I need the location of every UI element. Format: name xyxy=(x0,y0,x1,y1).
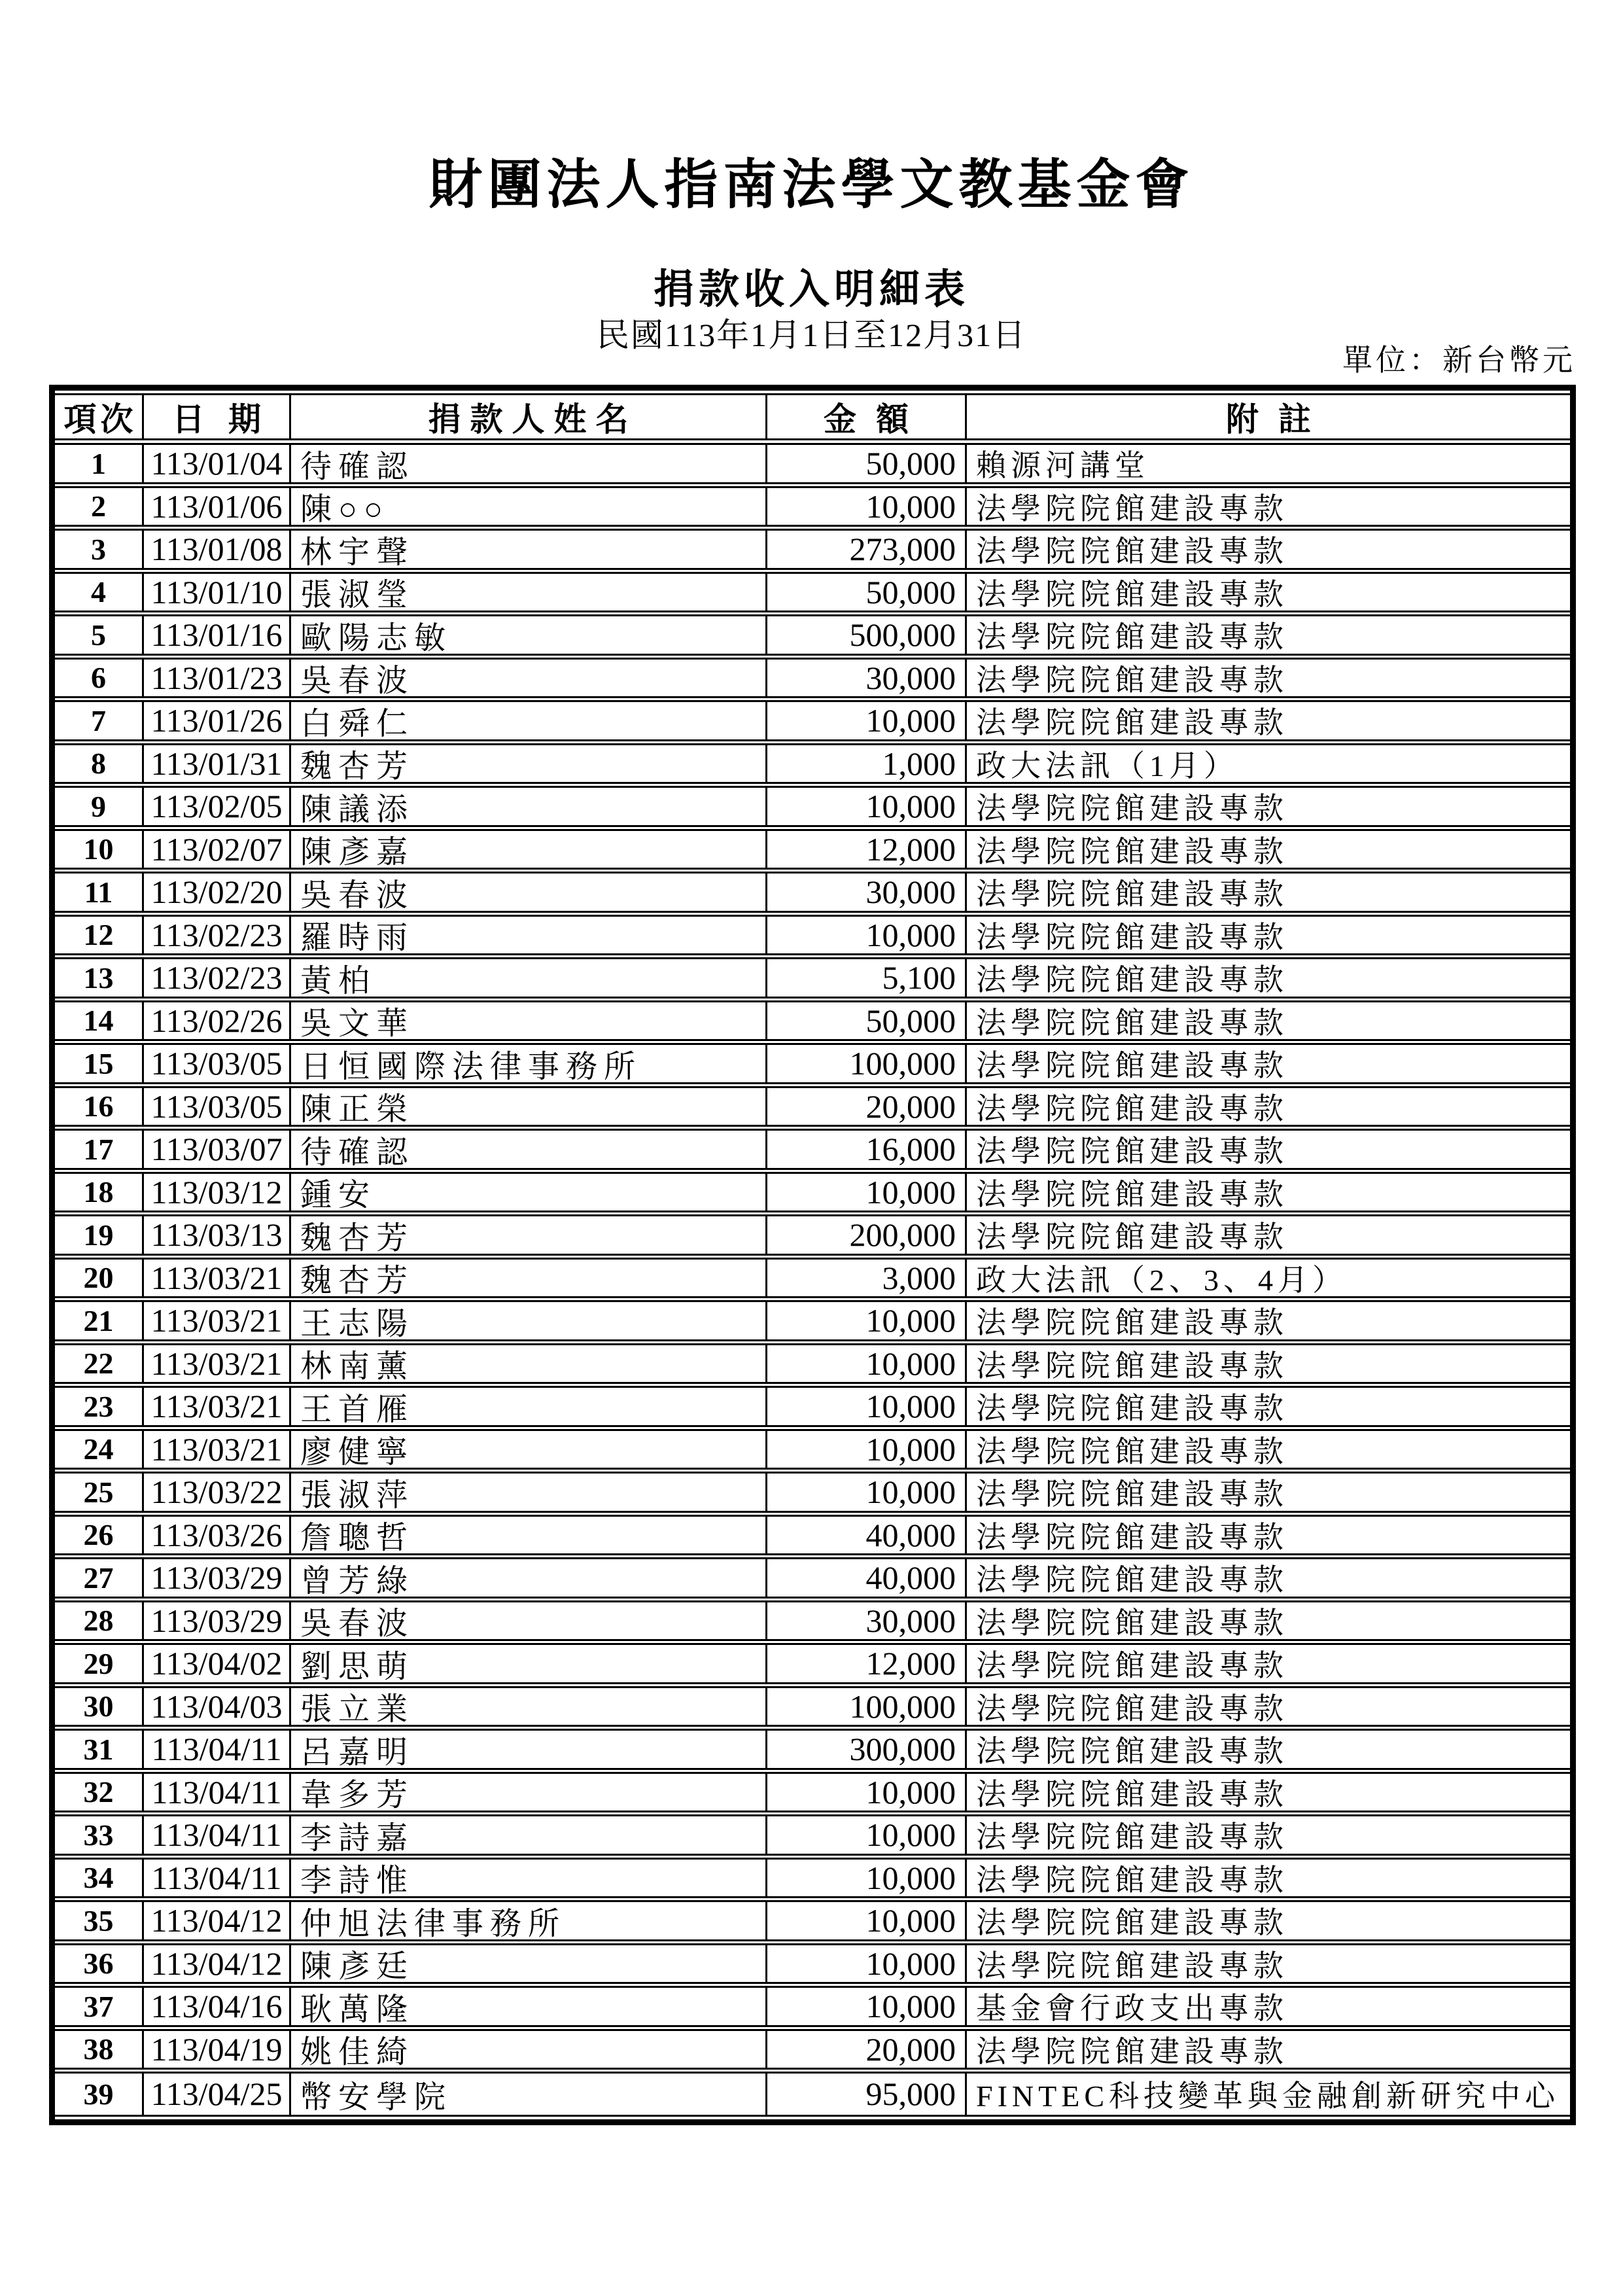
row-index-cell: 25 xyxy=(55,1474,144,1511)
amount-cell: 10,000 xyxy=(767,1388,967,1425)
table-row xyxy=(55,1731,1570,1774)
amount-cell: 10,000 xyxy=(767,1816,967,1854)
donor-name-cell: 陳議添 xyxy=(291,788,767,825)
amount-cell: 5,100 xyxy=(767,959,967,997)
amount-cell: 10,000 xyxy=(767,488,967,525)
note-cell: 法學院院館建設專款 xyxy=(976,663,1288,696)
table-row xyxy=(55,1688,1570,1731)
table-row xyxy=(55,1002,1570,1046)
date-cell: 113/04/02 xyxy=(144,1645,291,1682)
note-cell: 法學院院館建設專款 xyxy=(976,1906,1288,1939)
date-cell: 113/01/10 xyxy=(144,574,291,611)
date-cell: 113/02/07 xyxy=(144,831,291,868)
table-row xyxy=(55,1902,1570,1945)
organization-title: 財團法人指南法學文教基金會 xyxy=(428,155,1195,215)
row-index-cell: 35 xyxy=(55,1902,144,1939)
row-index-cell: 26 xyxy=(55,1517,144,1554)
note-cell: 法學院院館建設專款 xyxy=(976,1434,1288,1468)
header-note: 附註 xyxy=(1226,401,1331,438)
amount-cell: 40,000 xyxy=(767,1559,967,1597)
donor-name-cell: 陳彥嘉 xyxy=(291,831,767,868)
donor-name-cell: 羅時雨 xyxy=(291,917,767,954)
table-row xyxy=(55,959,1570,1002)
amount-cell: 30,000 xyxy=(767,874,967,911)
amount-cell: 10,000 xyxy=(767,788,967,825)
table-row xyxy=(55,445,1570,488)
table-row xyxy=(55,574,1570,617)
table-row xyxy=(55,1559,1570,1602)
row-index-cell: 22 xyxy=(55,1345,144,1383)
table-row xyxy=(55,1260,1570,1303)
amount-cell: 20,000 xyxy=(767,2031,967,2068)
row-index-cell: 27 xyxy=(55,1559,144,1597)
donor-name-cell: 日恒國際法律事務所 xyxy=(291,1045,767,1082)
amount-cell: 30,000 xyxy=(767,1602,967,1640)
table-row xyxy=(55,1774,1570,1817)
date-cell: 113/04/12 xyxy=(144,1902,291,1939)
amount-cell: 50,000 xyxy=(767,1002,967,1040)
date-cell: 113/04/12 xyxy=(144,1945,291,1983)
donor-name-cell: 吳春波 xyxy=(291,874,767,911)
table-row xyxy=(55,831,1570,874)
amount-cell: 95,000 xyxy=(767,2074,967,2115)
date-cell: 113/02/23 xyxy=(144,959,291,997)
note-cell: 法學院院館建設專款 xyxy=(976,792,1288,825)
donor-name-cell: 陳彥廷 xyxy=(291,1945,767,1983)
amount-cell: 10,000 xyxy=(767,1474,967,1511)
note-cell: 法學院院館建設專款 xyxy=(976,1863,1288,1896)
table-row xyxy=(55,1216,1570,1260)
donor-name-cell: 張淑瑩 xyxy=(291,574,767,611)
amount-cell: 200,000 xyxy=(767,1216,967,1254)
amount-cell: 10,000 xyxy=(767,1988,967,2025)
date-cell: 113/02/05 xyxy=(144,788,291,825)
donor-name-cell: 李詩嘉 xyxy=(291,1816,767,1854)
date-cell: 113/04/19 xyxy=(144,2031,291,2068)
row-index-cell: 6 xyxy=(55,660,144,697)
row-index-cell: 24 xyxy=(55,1431,144,1468)
row-index-cell: 29 xyxy=(55,1645,144,1682)
donor-name-cell: 陳正榮 xyxy=(291,1088,767,1125)
amount-cell: 12,000 xyxy=(767,831,967,868)
row-index-cell: 4 xyxy=(55,574,144,611)
donor-name-cell: 待確認 xyxy=(291,1131,767,1168)
date-cell: 113/03/21 xyxy=(144,1302,291,1339)
amount-cell: 50,000 xyxy=(767,574,967,611)
table-row xyxy=(55,2031,1570,2074)
date-cell: 113/01/23 xyxy=(144,660,291,697)
note-cell: 政大法訊（1月） xyxy=(976,749,1238,782)
note-cell: 法學院院館建設專款 xyxy=(976,1949,1288,1982)
donor-name-cell: 張淑萍 xyxy=(291,1474,767,1511)
date-cell: 113/04/11 xyxy=(144,1774,291,1811)
table-row xyxy=(55,1088,1570,1131)
table-row xyxy=(55,1988,1570,2031)
row-index-cell: 30 xyxy=(55,1688,144,1725)
table-row xyxy=(55,660,1570,703)
amount-cell: 10,000 xyxy=(767,1174,967,1211)
donor-name-cell: 王首雁 xyxy=(291,1388,767,1425)
row-index-cell: 8 xyxy=(55,745,144,783)
row-index-cell: 11 xyxy=(55,874,144,911)
row-index-cell: 1 xyxy=(55,445,144,482)
donor-name-cell: 張立業 xyxy=(291,1688,767,1725)
date-cell: 113/03/07 xyxy=(144,1131,291,1168)
donor-name-cell: 廖健寧 xyxy=(291,1431,767,1468)
table-row xyxy=(55,531,1570,574)
note-cell: 法學院院館建設專款 xyxy=(976,1049,1288,1082)
row-index-cell: 28 xyxy=(55,1602,144,1640)
date-cell: 113/01/04 xyxy=(144,445,291,482)
amount-cell: 100,000 xyxy=(767,1045,967,1082)
donor-name-cell: 吳文華 xyxy=(291,1002,767,1040)
note-cell: 基金會行政支出專款 xyxy=(976,1992,1288,2025)
note-cell: 法學院院館建設專款 xyxy=(976,1820,1288,1854)
row-index-cell: 20 xyxy=(55,1260,144,1297)
donor-name-cell: 林南薰 xyxy=(291,1345,767,1383)
date-cell: 113/03/21 xyxy=(144,1345,291,1383)
row-index-cell: 33 xyxy=(55,1816,144,1854)
note-cell: 政大法訊（2、3、4月） xyxy=(976,1263,1347,1296)
table-row xyxy=(55,1431,1570,1474)
donor-name-cell: 魏杏芳 xyxy=(291,1216,767,1254)
table-row xyxy=(55,1602,1570,1646)
row-index-cell: 16 xyxy=(55,1088,144,1125)
note-cell: 法學院院館建設專款 xyxy=(976,963,1288,997)
date-cell: 113/03/21 xyxy=(144,1388,291,1425)
row-index-cell: 32 xyxy=(55,1774,144,1811)
amount-cell: 10,000 xyxy=(767,1345,967,1383)
donation-table xyxy=(49,385,1576,2125)
date-cell: 113/01/31 xyxy=(144,745,291,783)
currency-unit-note: 單位：新台幣元 xyxy=(1342,344,1576,377)
note-cell: 法學院院館建設專款 xyxy=(976,1477,1288,1511)
note-cell: 法學院院館建設專款 xyxy=(976,577,1288,610)
table-row xyxy=(55,616,1570,660)
note-cell: 法學院院館建設專款 xyxy=(976,491,1288,525)
row-index-cell: 37 xyxy=(55,1988,144,2025)
amount-cell: 10,000 xyxy=(767,1945,967,1983)
donor-name-cell: 幣安學院 xyxy=(291,2074,767,2115)
donor-name-cell: 吳春波 xyxy=(291,660,767,697)
donor-name-cell: 韋多芳 xyxy=(291,1774,767,1811)
table-row xyxy=(55,488,1570,531)
amount-cell: 300,000 xyxy=(767,1731,967,1768)
date-cell: 113/03/13 xyxy=(144,1216,291,1254)
amount-cell: 3,000 xyxy=(767,1260,967,1297)
table-row xyxy=(55,1816,1570,1860)
note-cell: 法學院院館建設專款 xyxy=(976,1091,1288,1125)
report-period: 民國113年1月1日至12月31日 xyxy=(596,317,1027,353)
note-cell: 法學院院館建設專款 xyxy=(976,1135,1288,1168)
donor-name-cell: 黃柏 xyxy=(291,959,767,997)
note-cell: 賴源河講堂 xyxy=(976,449,1149,482)
header-donor-name: 捐款人姓名 xyxy=(291,395,767,438)
donor-name-cell: 鍾安 xyxy=(291,1174,767,1211)
date-cell: 113/01/06 xyxy=(144,488,291,525)
donor-name-cell: 陳○○ xyxy=(291,488,767,525)
table-row xyxy=(55,874,1570,917)
note-cell: 法學院院館建設專款 xyxy=(976,1735,1288,1768)
date-cell: 113/04/11 xyxy=(144,1816,291,1854)
row-index-cell: 23 xyxy=(55,1388,144,1425)
row-index-cell: 34 xyxy=(55,1860,144,1897)
amount-cell: 10,000 xyxy=(767,1431,967,1468)
date-cell: 113/04/11 xyxy=(144,1731,291,1768)
note-cell: FINTEC科技變革與金融創新研究中心 xyxy=(976,2079,1560,2113)
date-cell: 113/04/25 xyxy=(144,2074,291,2115)
note-cell: 法學院院館建設專款 xyxy=(976,1777,1288,1810)
table-row xyxy=(55,2074,1570,2117)
note-cell: 法學院院館建設專款 xyxy=(976,1220,1288,1254)
date-cell: 113/03/05 xyxy=(144,1045,291,1082)
date-cell: 113/02/26 xyxy=(144,1002,291,1040)
amount-cell: 12,000 xyxy=(767,1645,967,1682)
amount-cell: 40,000 xyxy=(767,1517,967,1554)
row-index-cell: 38 xyxy=(55,2031,144,2068)
date-cell: 113/03/26 xyxy=(144,1517,291,1554)
amount-cell: 273,000 xyxy=(767,531,967,568)
date-cell: 113/02/20 xyxy=(144,874,291,911)
table-row xyxy=(55,1474,1570,1517)
amount-cell: 10,000 xyxy=(767,917,967,954)
table-row xyxy=(55,1302,1570,1345)
date-cell: 113/01/26 xyxy=(144,702,291,739)
note-cell: 法學院院館建設專款 xyxy=(976,1691,1288,1725)
donor-name-cell: 耿萬隆 xyxy=(291,1988,767,2025)
amount-cell: 10,000 xyxy=(767,1774,967,1811)
donor-name-cell: 劉思萌 xyxy=(291,1645,767,1682)
amount-cell: 500,000 xyxy=(767,616,967,654)
table-row xyxy=(55,1345,1570,1388)
row-index-cell: 39 xyxy=(55,2074,144,2115)
row-index-cell: 17 xyxy=(55,1131,144,1168)
donor-name-cell: 白舜仁 xyxy=(291,702,767,739)
date-cell: 113/03/29 xyxy=(144,1559,291,1597)
donor-name-cell: 仲旭法律事務所 xyxy=(291,1902,767,1939)
table-row xyxy=(55,1174,1570,1217)
header-date: 日期 xyxy=(144,395,291,438)
donor-name-cell: 歐陽志敏 xyxy=(291,616,767,654)
amount-cell: 10,000 xyxy=(767,1902,967,1939)
header-amount: 金額 xyxy=(767,395,967,438)
note-cell: 法學院院館建設專款 xyxy=(976,1392,1288,1425)
row-index-cell: 3 xyxy=(55,531,144,568)
note-cell: 法學院院館建設專款 xyxy=(976,1177,1288,1210)
note-cell: 法學院院館建設專款 xyxy=(976,2034,1288,2068)
date-cell: 113/04/11 xyxy=(144,1860,291,1897)
note-cell: 法學院院館建設專款 xyxy=(976,535,1288,568)
amount-cell: 20,000 xyxy=(767,1088,967,1125)
amount-cell: 1,000 xyxy=(767,745,967,783)
note-cell: 法學院院館建設專款 xyxy=(976,620,1288,654)
donor-name-cell: 魏杏芳 xyxy=(291,745,767,783)
date-cell: 113/03/21 xyxy=(144,1260,291,1297)
date-cell: 113/03/29 xyxy=(144,1602,291,1640)
note-cell: 法學院院館建設專款 xyxy=(976,1306,1288,1339)
row-index-cell: 9 xyxy=(55,788,144,825)
donor-name-cell: 詹聰哲 xyxy=(291,1517,767,1554)
row-index-cell: 7 xyxy=(55,702,144,739)
date-cell: 113/04/16 xyxy=(144,1988,291,2025)
amount-cell: 10,000 xyxy=(767,702,967,739)
date-cell: 113/03/12 xyxy=(144,1174,291,1211)
note-cell: 法學院院館建設專款 xyxy=(976,1563,1288,1597)
table-row xyxy=(55,1045,1570,1088)
note-cell: 法學院院館建設專款 xyxy=(976,1006,1288,1039)
note-cell: 法學院院館建設專款 xyxy=(976,706,1288,739)
amount-cell: 10,000 xyxy=(767,1860,967,1897)
table-row xyxy=(55,702,1570,745)
row-index-cell: 2 xyxy=(55,488,144,525)
note-cell: 法學院院館建設專款 xyxy=(976,1606,1288,1639)
report-title: 捐款收入明細表 xyxy=(653,268,969,312)
row-index-cell: 15 xyxy=(55,1045,144,1082)
date-cell: 113/04/03 xyxy=(144,1688,291,1725)
date-cell: 113/03/21 xyxy=(144,1431,291,1468)
row-index-cell: 5 xyxy=(55,616,144,654)
row-index-cell: 21 xyxy=(55,1302,144,1339)
donor-name-cell: 曾芳綠 xyxy=(291,1559,767,1597)
table-row xyxy=(55,1945,1570,1988)
note-cell: 法學院院館建設專款 xyxy=(976,834,1288,868)
table-row xyxy=(55,1388,1570,1431)
row-index-cell: 36 xyxy=(55,1945,144,1983)
amount-cell: 100,000 xyxy=(767,1688,967,1725)
table-body xyxy=(55,445,1570,2117)
header-item-no: 項次 xyxy=(55,395,144,438)
note-cell: 法學院院館建設專款 xyxy=(976,1520,1288,1553)
table-row xyxy=(55,917,1570,960)
amount-cell: 50,000 xyxy=(767,445,967,482)
donor-name-cell: 吳春波 xyxy=(291,1602,767,1640)
row-index-cell: 19 xyxy=(55,1216,144,1254)
table-row xyxy=(55,788,1570,831)
table-row xyxy=(55,1131,1570,1174)
date-cell: 113/03/05 xyxy=(144,1088,291,1125)
row-index-cell: 18 xyxy=(55,1174,144,1211)
table-header-row xyxy=(55,393,1570,445)
donor-name-cell: 魏杏芳 xyxy=(291,1260,767,1297)
table-row xyxy=(55,745,1570,788)
donor-name-cell: 呂嘉明 xyxy=(291,1731,767,1768)
row-index-cell: 12 xyxy=(55,917,144,954)
donor-name-cell: 李詩惟 xyxy=(291,1860,767,1897)
table-row xyxy=(55,1860,1570,1903)
date-cell: 113/03/22 xyxy=(144,1474,291,1511)
table-row xyxy=(55,1517,1570,1560)
donor-name-cell: 待確認 xyxy=(291,445,767,482)
date-cell: 113/01/16 xyxy=(144,616,291,654)
row-index-cell: 14 xyxy=(55,1002,144,1040)
date-cell: 113/02/23 xyxy=(144,917,291,954)
table-row xyxy=(55,1645,1570,1688)
note-cell: 法學院院館建設專款 xyxy=(976,877,1288,911)
donor-name-cell: 林宇聲 xyxy=(291,531,767,568)
date-cell: 113/01/08 xyxy=(144,531,291,568)
row-index-cell: 31 xyxy=(55,1731,144,1768)
row-index-cell: 13 xyxy=(55,959,144,997)
note-cell: 法學院院館建設專款 xyxy=(976,1649,1288,1682)
row-index-cell: 10 xyxy=(55,831,144,868)
donor-name-cell: 王志陽 xyxy=(291,1302,767,1339)
amount-cell: 10,000 xyxy=(767,1302,967,1339)
note-cell: 法學院院館建設專款 xyxy=(976,1349,1288,1382)
amount-cell: 30,000 xyxy=(767,660,967,697)
note-cell: 法學院院館建設專款 xyxy=(976,920,1288,953)
amount-cell: 16,000 xyxy=(767,1131,967,1168)
donor-name-cell: 姚佳綺 xyxy=(291,2031,767,2068)
